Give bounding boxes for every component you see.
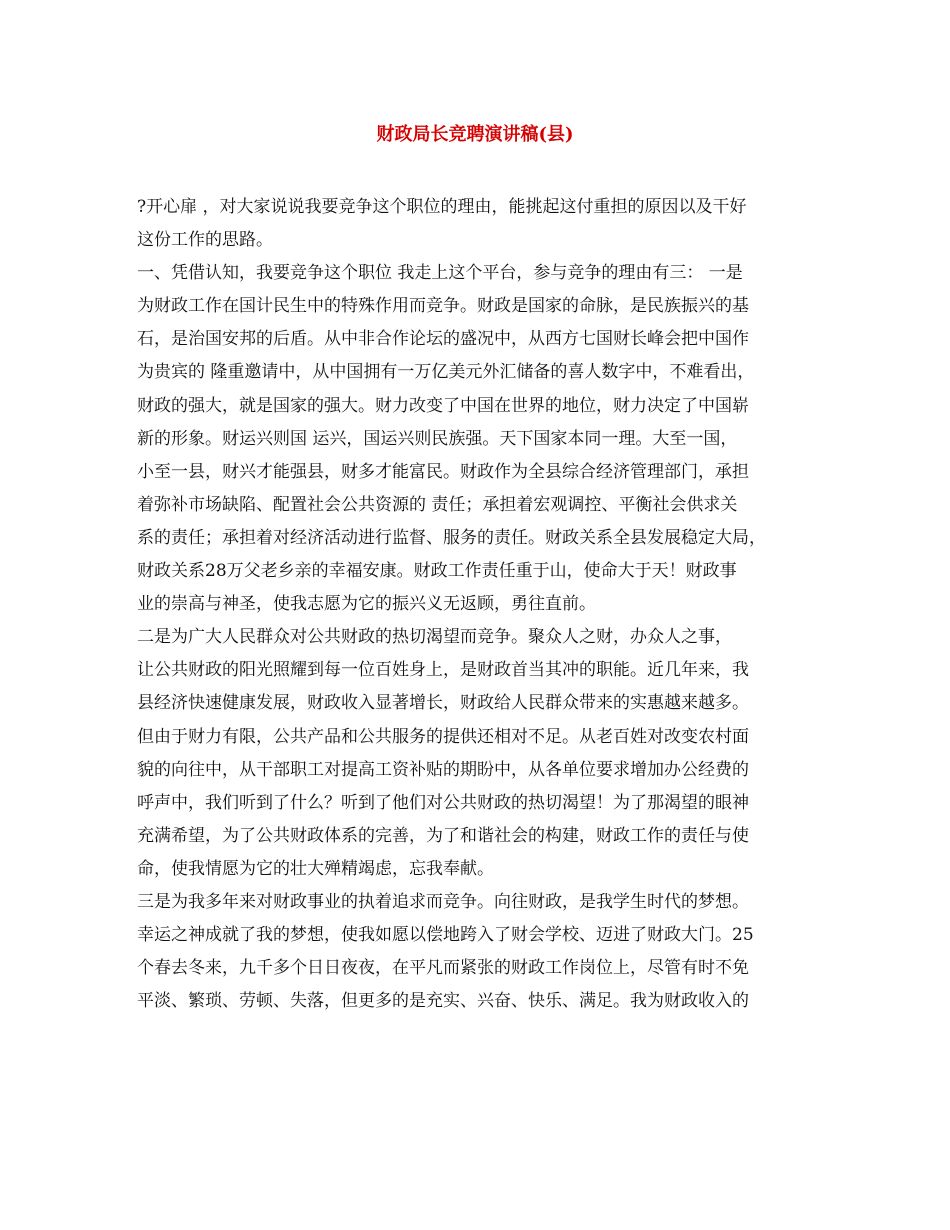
text-line: 业的崇高与神圣，使我志愿为它的振兴义无返顾，勇往直前。 xyxy=(137,594,596,615)
text-line: 为贵宾的 隆重邀请中，从中国拥有一万亿美元外汇储备的喜人数字中，不难看出， xyxy=(137,362,755,383)
text-line: 幸运之神成就了我的梦想，使我如愿以偿地跨入了财会学校、迈进了财政大门。25 xyxy=(137,925,754,946)
text-line: 县经济快速健康发展，财政收入显著增长，财政给人民群众带来的实惠越来越多。 xyxy=(137,693,749,714)
text-line: 个春去冬来，九千多个日日夜夜，在平凡而紧张的财政工作岗位上，尽管有时不免 xyxy=(137,958,749,979)
text-line: 石，是治国安邦的后盾。从中非合作论坛的盛况中，从西方七国财长峰会把中国作 xyxy=(137,329,749,350)
text-line: ?开心扉 ，对大家说说我要竞争这个职位的理由，能挑起这付重担的原因以及干好 xyxy=(137,197,747,217)
text-line: 充满希望，为了公共财政体系的完善，为了和谐社会的构建，财政工作的责任与使 xyxy=(137,825,749,846)
text-line: 小至一县，财兴才能强县，财多才能富民。财政作为全县综合经济管理部门，承担 xyxy=(137,461,749,482)
text-line: 这份工作的思路。 xyxy=(137,230,273,251)
text-line: 平淡、繁琐、劳顿、失落，但更多的是充实、兴奋、快乐、满足。我为财政收入的 xyxy=(137,991,749,1012)
text-line: 财政关系28万父老乡亲的幸福安康。财政工作责任重于山，使命大于天！财政事 xyxy=(137,561,737,582)
text-line: 财政的强大，就是国家的强大。财力改变了中国在世界的地位，财力决定了中国崭 xyxy=(137,395,749,416)
text-line: 命，使我情愿为它的壮大殚精竭虑，忘我奉献。 xyxy=(137,858,494,879)
text-line: 二是为广大人民群众对公共财政的热切渴望而竞争。聚众人之财，办众人之事， xyxy=(137,627,732,648)
text-line: 三是为我多年来对财政事业的执着追求而竞争。向往财政，是我学生时代的梦想。 xyxy=(137,891,749,912)
text-line: 让公共财政的阳光照耀到每一位百姓身上，是财政首当其冲的职能。近几年来，我 xyxy=(137,660,749,681)
text-line: 系的责任；承担着对经济活动进行监督、服务的责任。财政关系全县发展稳定大局， xyxy=(137,527,766,548)
document-title: 财政局长竞聘演讲稿(县) xyxy=(376,124,574,145)
text-line: 但由于财力有限，公共产品和公共服务的提供还相对不足。从老百姓对改变农村面 xyxy=(137,726,749,747)
text-line: 着弥补市场缺陷、配置社会公共资源的 责任；承担着宏观调控、平衡社会供求关 xyxy=(137,494,738,515)
text-line: 一、凭借认知，我要竞争这个职位 我走上这个平台，参与竞争的理由有三： 一是 xyxy=(137,263,743,284)
text-line: 呼声中，我们听到了什么？听到了他们对公共财政的热切渴望！为了那渴望的眼神 xyxy=(137,792,749,813)
text-line: 貌的向往中，从干部职工对提高工资补贴的期盼中，从各单位要求增加办公经费的 xyxy=(137,759,749,780)
text-line: 新的形象。财运兴则国 运兴，国运兴则民族强。天下国家本同一理。大至一国， xyxy=(137,428,738,449)
document-body xyxy=(137,191,837,1018)
text-line: 为财政工作在国计民生中的特殊作用而竞争。财政是国家的命脉，是民族振兴的基 xyxy=(137,296,749,317)
